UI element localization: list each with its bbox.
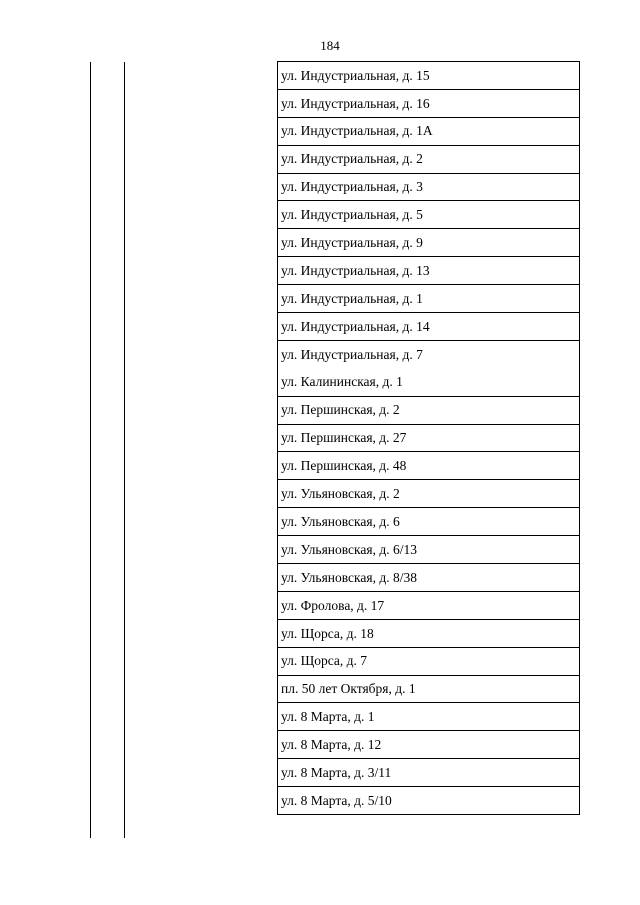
table-row	[278, 396, 580, 424]
table-row	[278, 675, 580, 703]
table-row	[278, 731, 580, 759]
table-row	[278, 564, 580, 592]
address-cell: пл. 50 лет Октября, д. 1	[278, 675, 580, 703]
address-cell: ул. Калининская, д. 1	[278, 368, 580, 396]
second-column-border	[124, 62, 125, 838]
table-row	[278, 117, 580, 145]
address-cell: ул. Фролова, д. 17	[278, 591, 580, 619]
table-row	[278, 424, 580, 452]
address-cell: ул. 8 Марта, д. 3/11	[278, 759, 580, 787]
address-cell: ул. Индустриальная, д. 1	[278, 285, 580, 313]
address-cell: ул. Индустриальная, д. 9	[278, 229, 580, 257]
table-row	[278, 759, 580, 787]
table-row	[278, 313, 580, 341]
table-row	[278, 145, 580, 173]
page-number: 184	[320, 38, 340, 53]
address-cell: ул. Щорса, д. 18	[278, 619, 580, 647]
address-cell: ул. Индустриальная, д. 5	[278, 201, 580, 229]
address-cell: ул. Индустриальная, д. 14	[278, 313, 580, 341]
table-row	[278, 536, 580, 564]
table-row	[278, 201, 580, 229]
table-row	[278, 787, 580, 815]
table-row	[278, 591, 580, 619]
address-cell: ул. Индустриальная, д. 2	[278, 145, 580, 173]
table-row	[278, 62, 580, 90]
address-cell: ул. Индустриальная, д. 15	[278, 62, 580, 90]
table-row	[278, 647, 580, 675]
address-table	[277, 61, 580, 815]
address-cell: ул. Ульяновская, д. 8/38	[278, 564, 580, 592]
table-row	[278, 619, 580, 647]
address-cell: ул. Индустриальная, д. 7	[278, 340, 580, 368]
address-cell: ул. Щорса, д. 7	[278, 647, 580, 675]
table-row	[278, 89, 580, 117]
table-row	[278, 452, 580, 480]
address-cell: ул. Индустриальная, д. 16	[278, 89, 580, 117]
address-cell: ул. Ульяновская, д. 6	[278, 508, 580, 536]
table-row	[278, 480, 580, 508]
address-cell: ул. Ульяновская, д. 2	[278, 480, 580, 508]
left-column-border	[90, 62, 91, 838]
address-cell: ул. Индустриальная, д. 13	[278, 257, 580, 285]
table-row	[278, 257, 580, 285]
table-row	[278, 703, 580, 731]
table-row	[278, 229, 580, 257]
table-row	[278, 173, 580, 201]
address-cell: ул. Ульяновская, д. 6/13	[278, 536, 580, 564]
table-row	[278, 340, 580, 368]
address-cell: ул. 8 Марта, д. 12	[278, 731, 580, 759]
table-row	[278, 285, 580, 313]
address-cell: ул. Першинская, д. 48	[278, 452, 580, 480]
table-row	[278, 508, 580, 536]
address-cell: ул. 8 Марта, д. 1	[278, 703, 580, 731]
address-cell: ул. Индустриальная, д. 1А	[278, 117, 580, 145]
address-cell: ул. Першинская, д. 2	[278, 396, 580, 424]
address-cell: ул. Першинская, д. 27	[278, 424, 580, 452]
address-cell: ул. 8 Марта, д. 5/10	[278, 787, 580, 815]
address-cell: ул. Индустриальная, д. 3	[278, 173, 580, 201]
table-row	[278, 368, 580, 396]
